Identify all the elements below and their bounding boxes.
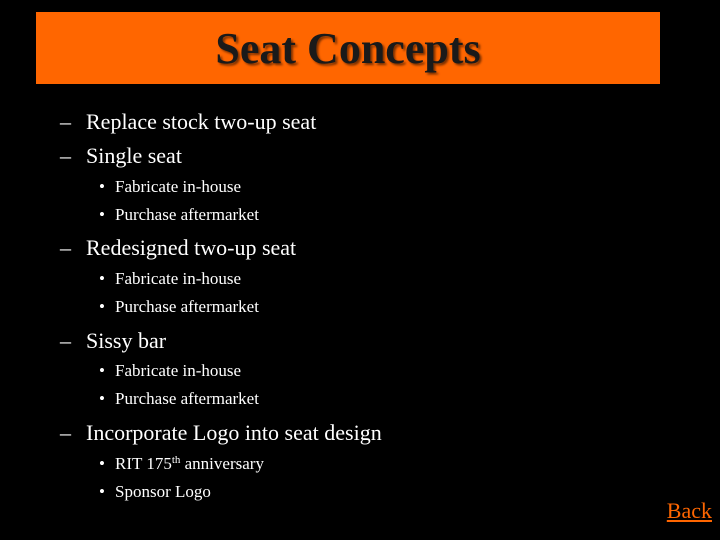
sub-list-item [0, 205, 259, 225]
sub-list-item [0, 389, 259, 409]
list-item-text: Replace stock two-up seat [86, 109, 317, 134]
bullet-marker: • [99, 177, 105, 196]
bullet-marker: • [99, 205, 105, 224]
sub-list-item-text: Fabricate in-house [115, 361, 242, 380]
sub-list-item-text: Purchase aftermarket [115, 389, 259, 408]
list-item-text: Sissy bar [86, 328, 167, 353]
bullet-marker: • [99, 297, 105, 316]
bullet-marker: • [99, 482, 105, 501]
bullet-marker: • [99, 361, 105, 380]
sub-list-item-text-prefix: RIT 175 [115, 454, 172, 473]
dash-marker: – [60, 420, 71, 445]
bullet-marker: • [99, 454, 105, 473]
sub-list-item-text: Purchase aftermarket [115, 205, 259, 224]
dash-marker: – [60, 109, 71, 134]
sub-list-item [0, 269, 241, 289]
slide-title: Seat Concepts [215, 23, 481, 73]
bullet-marker: • [99, 389, 105, 408]
list-item [0, 143, 182, 169]
sub-list-item-text: Purchase aftermarket [115, 297, 259, 316]
dash-marker: – [60, 143, 71, 168]
sub-list-item-text-suffix: anniversary [180, 454, 264, 473]
list-item-text: Redesigned two-up seat [86, 235, 297, 260]
back-link[interactable]: Back [666, 498, 712, 523]
superscript-ordinal: th [171, 454, 181, 466]
list-item [0, 235, 296, 261]
list-item-text: Incorporate Logo into seat design [86, 420, 382, 445]
sub-list-item [0, 297, 259, 317]
dash-marker: – [60, 235, 71, 260]
sub-list-item [0, 361, 241, 381]
list-item-text: Single seat [86, 143, 182, 168]
list-item [0, 420, 382, 446]
dash-marker: – [60, 328, 71, 353]
list-item [0, 109, 316, 135]
sub-list-item-text: Fabricate in-house [115, 177, 242, 196]
list-item [0, 328, 166, 354]
sub-list-item-text: Fabricate in-house [115, 269, 242, 288]
sub-list-item [0, 482, 211, 502]
bullet-marker: • [99, 269, 105, 288]
sub-list-item [0, 454, 264, 474]
sub-list-item-text: Sponsor Logo [115, 482, 211, 501]
sub-list-item [0, 177, 241, 197]
